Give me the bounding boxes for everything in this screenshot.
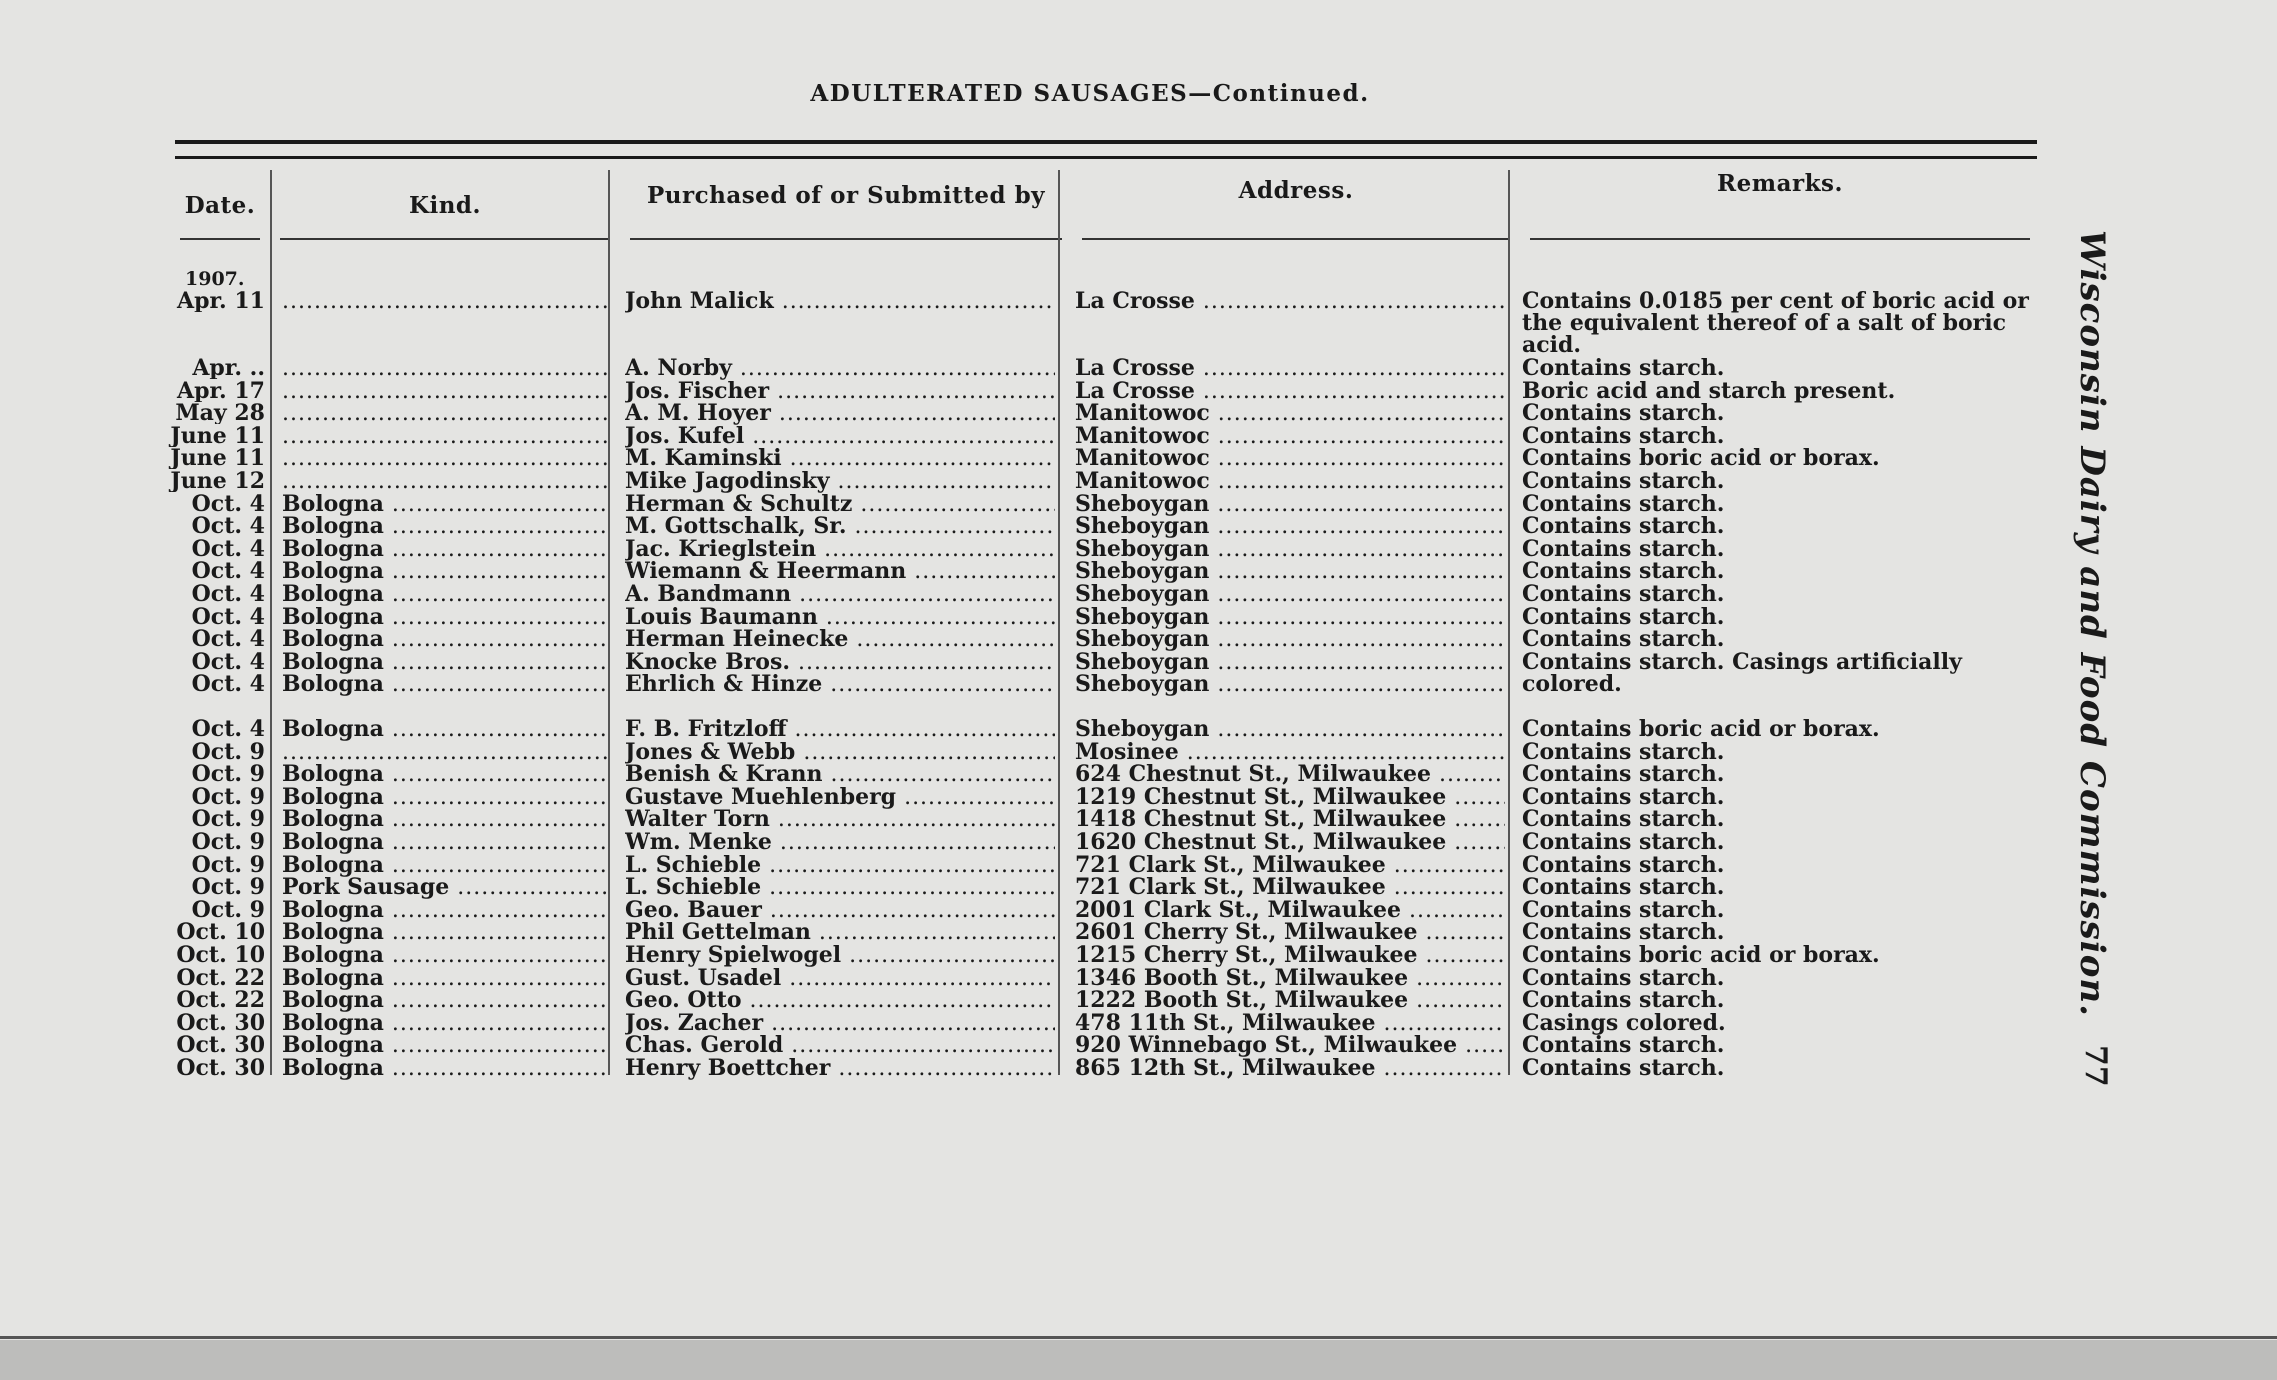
table-cell-remarks: Contains starch.	[1522, 468, 1725, 494]
table-cell-address: Manitowoc .....	[1075, 447, 1505, 470]
table-cell-remarks: Contains boric acid or borax.	[1522, 716, 1880, 742]
table-cell-purchased: A. M. Hoyer .....	[625, 402, 1055, 425]
table-cell-purchased: Henry Spielwogel .....	[625, 944, 1055, 967]
table-cell-address: Sheboygan .....	[1075, 651, 1505, 674]
table-cell-date: Oct. 10	[176, 921, 265, 944]
table-cell-date: Oct. 9	[191, 785, 265, 808]
table-cell-kind: Bologna .....	[282, 944, 607, 967]
table-cell-purchased: M. Kaminski .....	[625, 447, 1055, 470]
table-cell-address: Sheboygan .....	[1075, 515, 1505, 538]
table-cell-remarks: Contains starch.	[1522, 851, 1725, 878]
table-cell-purchased: Chas. Gerold .....	[625, 1034, 1055, 1057]
column-divider	[1058, 170, 1060, 1075]
table-cell-address: 1215 Cherry St., Milwaukee .....	[1075, 944, 1505, 967]
table-cell-remarks: Contains starch.	[1522, 987, 1725, 1014]
table-cell-kind: Bologna .....	[282, 786, 607, 809]
table-cell-remarks: Contains starch.	[1522, 874, 1725, 901]
table-cell-date: June 11	[170, 424, 265, 447]
table-cell-kind: Bologna .....	[282, 560, 607, 583]
table-cell-kind: Bologna .....	[282, 538, 607, 561]
table-cell-date: Oct. 9	[191, 763, 265, 786]
table-cell-kind: Bologna .....	[282, 763, 607, 786]
table-cell-address: 865 12th St., Milwaukee .....	[1075, 1057, 1505, 1080]
table-cell-remarks: Contains starch.	[1522, 829, 1725, 855]
table-cell-remarks: Contains starch. Casings artificially colored.	[1522, 648, 1962, 697]
table-cell-kind	[282, 357, 607, 380]
table-cell-address: 1418 Chestnut St., Milwaukee .....	[1075, 808, 1505, 831]
table-cell-remarks: Contains starch.	[1522, 558, 1725, 585]
table-cell-purchased: A. Norby .....	[625, 357, 1055, 380]
table-cell-purchased: Jos. Kufel .....	[625, 425, 1055, 448]
table-cell-kind: Bologna .....	[282, 583, 607, 606]
table-cell-address: 1346 Booth St., Milwaukee .....	[1075, 967, 1505, 990]
table-cell-kind	[282, 470, 607, 493]
table-cell-date: Oct. 9	[191, 740, 265, 763]
table-cell-address: Sheboygan .....	[1075, 560, 1505, 583]
page-number: 77	[2078, 1045, 2113, 1087]
table-cell-remarks: Contains starch.	[1522, 355, 1725, 381]
table-cell-purchased: Herman & Schultz .....	[625, 493, 1055, 516]
table-cell-date: Oct. 30	[176, 1011, 265, 1034]
table-cell-kind: Bologna .....	[282, 989, 607, 1012]
column-divider	[270, 170, 272, 1075]
table-cell-address: Sheboygan .....	[1075, 583, 1505, 606]
table-cell-address: 1620 Chestnut St., Milwaukee .....	[1075, 831, 1505, 854]
table-cell-date: Oct. 9	[191, 853, 265, 876]
table-cell-kind: Bologna .....	[282, 628, 607, 651]
table-cell-date: Oct. 4	[191, 673, 265, 696]
column-divider	[608, 170, 610, 1075]
table-cell-purchased: Wm. Menke .....	[625, 831, 1055, 854]
table-cell-address: 920 Winnebago St., Milwaukee .....	[1075, 1034, 1505, 1057]
table-cell-kind: Bologna .....	[282, 718, 607, 741]
table-cell-date: Oct. 9	[191, 876, 265, 899]
table-cell-purchased: Geo. Bauer .....	[625, 899, 1055, 922]
table-cell-remarks: Contains boric acid or borax.	[1522, 445, 1880, 472]
table-cell-purchased: Wiemann & Heermann .....	[625, 560, 1055, 583]
table-cell-date: Oct. 10	[176, 944, 265, 966]
table-cell-purchased: L. Schieble .....	[625, 876, 1055, 899]
table-cell-remarks: Contains starch.	[1522, 535, 1725, 562]
header-purchased: Purchased of or Submitted by	[620, 152, 1072, 242]
table-cell-remarks: Contains starch.	[1522, 1032, 1725, 1059]
table-cell-date: Oct. 4	[191, 650, 265, 673]
table-cell-purchased: Benish & Krann .....	[625, 763, 1055, 786]
column-divider	[1508, 170, 1510, 1075]
table-cell-address: Sheboygan .....	[1075, 493, 1505, 516]
table-cell-address: 2001 Clark St., Milwaukee .....	[1075, 899, 1505, 922]
table-cell-date: June 12	[170, 470, 265, 492]
table-cell-kind: Bologna .....	[282, 808, 607, 831]
table-cell-remarks: Contains starch.	[1522, 738, 1725, 765]
table-cell-date: Oct. 30	[176, 1034, 265, 1057]
page-title: ADULTERATED SAUSAGES—Continued.	[810, 80, 1370, 107]
table-cell-kind: Bologna .....	[282, 1057, 607, 1080]
table-cell-purchased: Geo. Otto .....	[625, 989, 1055, 1012]
table-cell-purchased: John Malick .....	[625, 290, 1055, 313]
table-cell-remarks: Contains 0.0185 per cent of boric acid or the equivalent thereof of a salt of boric acid.	[1522, 288, 2029, 358]
table-cell-remarks: Contains starch.	[1522, 422, 1725, 449]
table-cell-purchased: Jones & Webb .....	[625, 741, 1055, 764]
table-cell-date: Oct. 4	[191, 628, 265, 651]
table-cell-remarks: Boric acid and starch present.	[1522, 377, 1896, 404]
table-cell-purchased: Louis Baumann .....	[625, 606, 1055, 629]
table-cell-remarks: Contains starch.	[1522, 513, 1725, 540]
side-running-title: Wisconsin Dairy and Food Commission.	[2072, 230, 2112, 1017]
table-cell-kind: Bologna .....	[282, 673, 607, 696]
table-cell-kind: Pork Sausage .....	[282, 876, 607, 899]
table-cell-remarks: Contains starch.	[1522, 964, 1725, 991]
table-cell-address: 1219 Chestnut St., Milwaukee .....	[1075, 786, 1505, 809]
table-cell-date: Oct. 4	[191, 605, 265, 628]
table-cell-remarks: Contains starch.	[1522, 919, 1725, 946]
table-cell-purchased: Ehrlich & Hinze .....	[625, 673, 1055, 696]
header-remarks: Remarks.	[1520, 152, 2040, 242]
table-cell-date: Oct. 4	[191, 537, 265, 560]
table-cell-date: Oct. 9	[191, 808, 265, 831]
table-cell-kind: Bologna .....	[282, 854, 607, 877]
table-cell-purchased: Jos. Fischer .....	[625, 380, 1055, 403]
table-cell-date: Oct. 4	[191, 560, 265, 583]
table-cell-purchased: Henry Boettcher .....	[625, 1057, 1055, 1080]
table-cell-date: Apr. ..	[192, 357, 265, 379]
table-cell-kind: Bologna .....	[282, 831, 607, 854]
table-cell-date: Apr. 17	[177, 379, 265, 402]
table-cell-address: 721 Clark St., Milwaukee .....	[1075, 876, 1505, 899]
header-kind: Kind.	[270, 152, 620, 242]
table-cell-address: Sheboygan .....	[1075, 718, 1505, 741]
table-cell-date: Oct. 9	[191, 831, 265, 853]
table-cell-kind: Bologna .....	[282, 515, 607, 538]
table-cell-address: 721 Clark St., Milwaukee .....	[1075, 854, 1505, 877]
table-cell-purchased: Knocke Bros. .....	[625, 651, 1055, 674]
table-cell-purchased: Herman Heinecke .....	[625, 628, 1055, 651]
table-cell-purchased: A. Bandmann .....	[625, 583, 1055, 606]
table-cell-purchased: Gust. Usadel .....	[625, 967, 1055, 990]
table-cell-date: June 11	[170, 447, 265, 470]
table-cell-remarks: Casings colored.	[1522, 1009, 1726, 1036]
table-cell-kind: Bologna .....	[282, 1034, 607, 1057]
table-cell-purchased: F. B. Fritzloff .....	[625, 718, 1055, 741]
table-cell-kind: Bologna .....	[282, 899, 607, 922]
table-cell-kind	[282, 402, 607, 425]
table-cell-kind	[282, 380, 607, 403]
table-cell-kind	[282, 447, 607, 470]
table-header	[170, 152, 2040, 242]
table-cell-purchased: Phil Gettelman .....	[625, 921, 1055, 944]
table-cell-address: Sheboygan .....	[1075, 606, 1505, 629]
table-cell-remarks: Contains starch.	[1522, 400, 1725, 427]
table-cell-date: Oct. 22	[176, 966, 265, 989]
table-cell-remarks: Contains starch.	[1522, 761, 1725, 788]
table-cell-address: Manitowoc .....	[1075, 402, 1505, 425]
table-cell-purchased: L. Schieble .....	[625, 854, 1055, 877]
table-cell-address: Mosinee .....	[1075, 741, 1505, 764]
table-cell-address: 2601 Cherry St., Milwaukee .....	[1075, 921, 1505, 944]
table-cell-address: 478 11th St., Milwaukee .....	[1075, 1012, 1505, 1035]
page-edge	[0, 1340, 2277, 1380]
table-cell-kind: Bologna .....	[282, 1012, 607, 1035]
table-cell-address: Sheboygan .....	[1075, 628, 1505, 651]
table-cell-remarks: Contains starch.	[1522, 626, 1725, 653]
table-cell-address: Manitowoc .....	[1075, 470, 1505, 493]
table-cell-date: Oct. 4	[191, 718, 265, 740]
table-cell-remarks: Contains starch.	[1522, 896, 1725, 923]
table-cell-address: Manitowoc .....	[1075, 425, 1505, 448]
table-cell-kind: Bologna .....	[282, 606, 607, 629]
table-cell-kind: Bologna .....	[282, 651, 607, 674]
table-cell-date: Oct. 9	[191, 898, 265, 921]
table-cell-kind: Bologna .....	[282, 921, 607, 944]
table-cell-remarks: Contains starch.	[1522, 603, 1725, 630]
table-cell-address: La Crosse .....	[1075, 357, 1505, 380]
table-cell-purchased: Mike Jagodinsky .....	[625, 470, 1055, 493]
table-cell-kind: Bologna .....	[282, 493, 607, 516]
table-cell-purchased: Walter Torn .....	[625, 808, 1055, 831]
year-label: 1907.	[185, 268, 245, 290]
header-address: Address.	[1072, 152, 1520, 242]
table-cell-date: Apr. 11	[177, 290, 265, 312]
table-cell-kind: Bologna .....	[282, 967, 607, 990]
table-cell-address: 624 Chestnut St., Milwaukee .....	[1075, 763, 1505, 786]
table-cell-date: May 28	[175, 402, 265, 425]
table-cell-address: La Crosse .....	[1075, 290, 1505, 313]
table-cell-date: Oct. 22	[176, 989, 265, 1012]
table-cell-purchased: M. Gottschalk, Sr. .....	[625, 515, 1055, 538]
table-cell-date: Oct. 4	[191, 583, 265, 605]
table-cell-address: Sheboygan .....	[1075, 673, 1505, 696]
table-cell-remarks: Contains starch.	[1522, 806, 1725, 833]
table-cell-remarks: Contains starch.	[1522, 783, 1725, 810]
table-cell-address: La Crosse .....	[1075, 380, 1505, 403]
table-cell-kind	[282, 425, 607, 448]
table-cell-remarks: Contains starch.	[1522, 490, 1725, 517]
table-cell-remarks: Contains starch.	[1522, 581, 1725, 607]
table-cell-kind	[282, 741, 607, 764]
table-cell-date: Oct. 30	[176, 1057, 265, 1079]
table-cell-date: Oct. 4	[191, 492, 265, 515]
table-cell-kind	[282, 290, 607, 313]
table-cell-remarks: Contains starch.	[1522, 1055, 1725, 1081]
table-cell-purchased: Gustave Muehlenberg .....	[625, 786, 1055, 809]
table-cell-address: 1222 Booth St., Milwaukee .....	[1075, 989, 1505, 1012]
table-cell-purchased: Jac. Krieglstein .....	[625, 538, 1055, 561]
table-cell-address: Sheboygan .....	[1075, 538, 1505, 561]
page-edge-line	[0, 1336, 2277, 1339]
table-cell-date: Oct. 4	[191, 515, 265, 538]
header-date: Date.	[170, 152, 270, 242]
table-cell-purchased: Jos. Zacher .....	[625, 1012, 1055, 1035]
table-cell-remarks: Contains boric acid or borax.	[1522, 942, 1880, 968]
